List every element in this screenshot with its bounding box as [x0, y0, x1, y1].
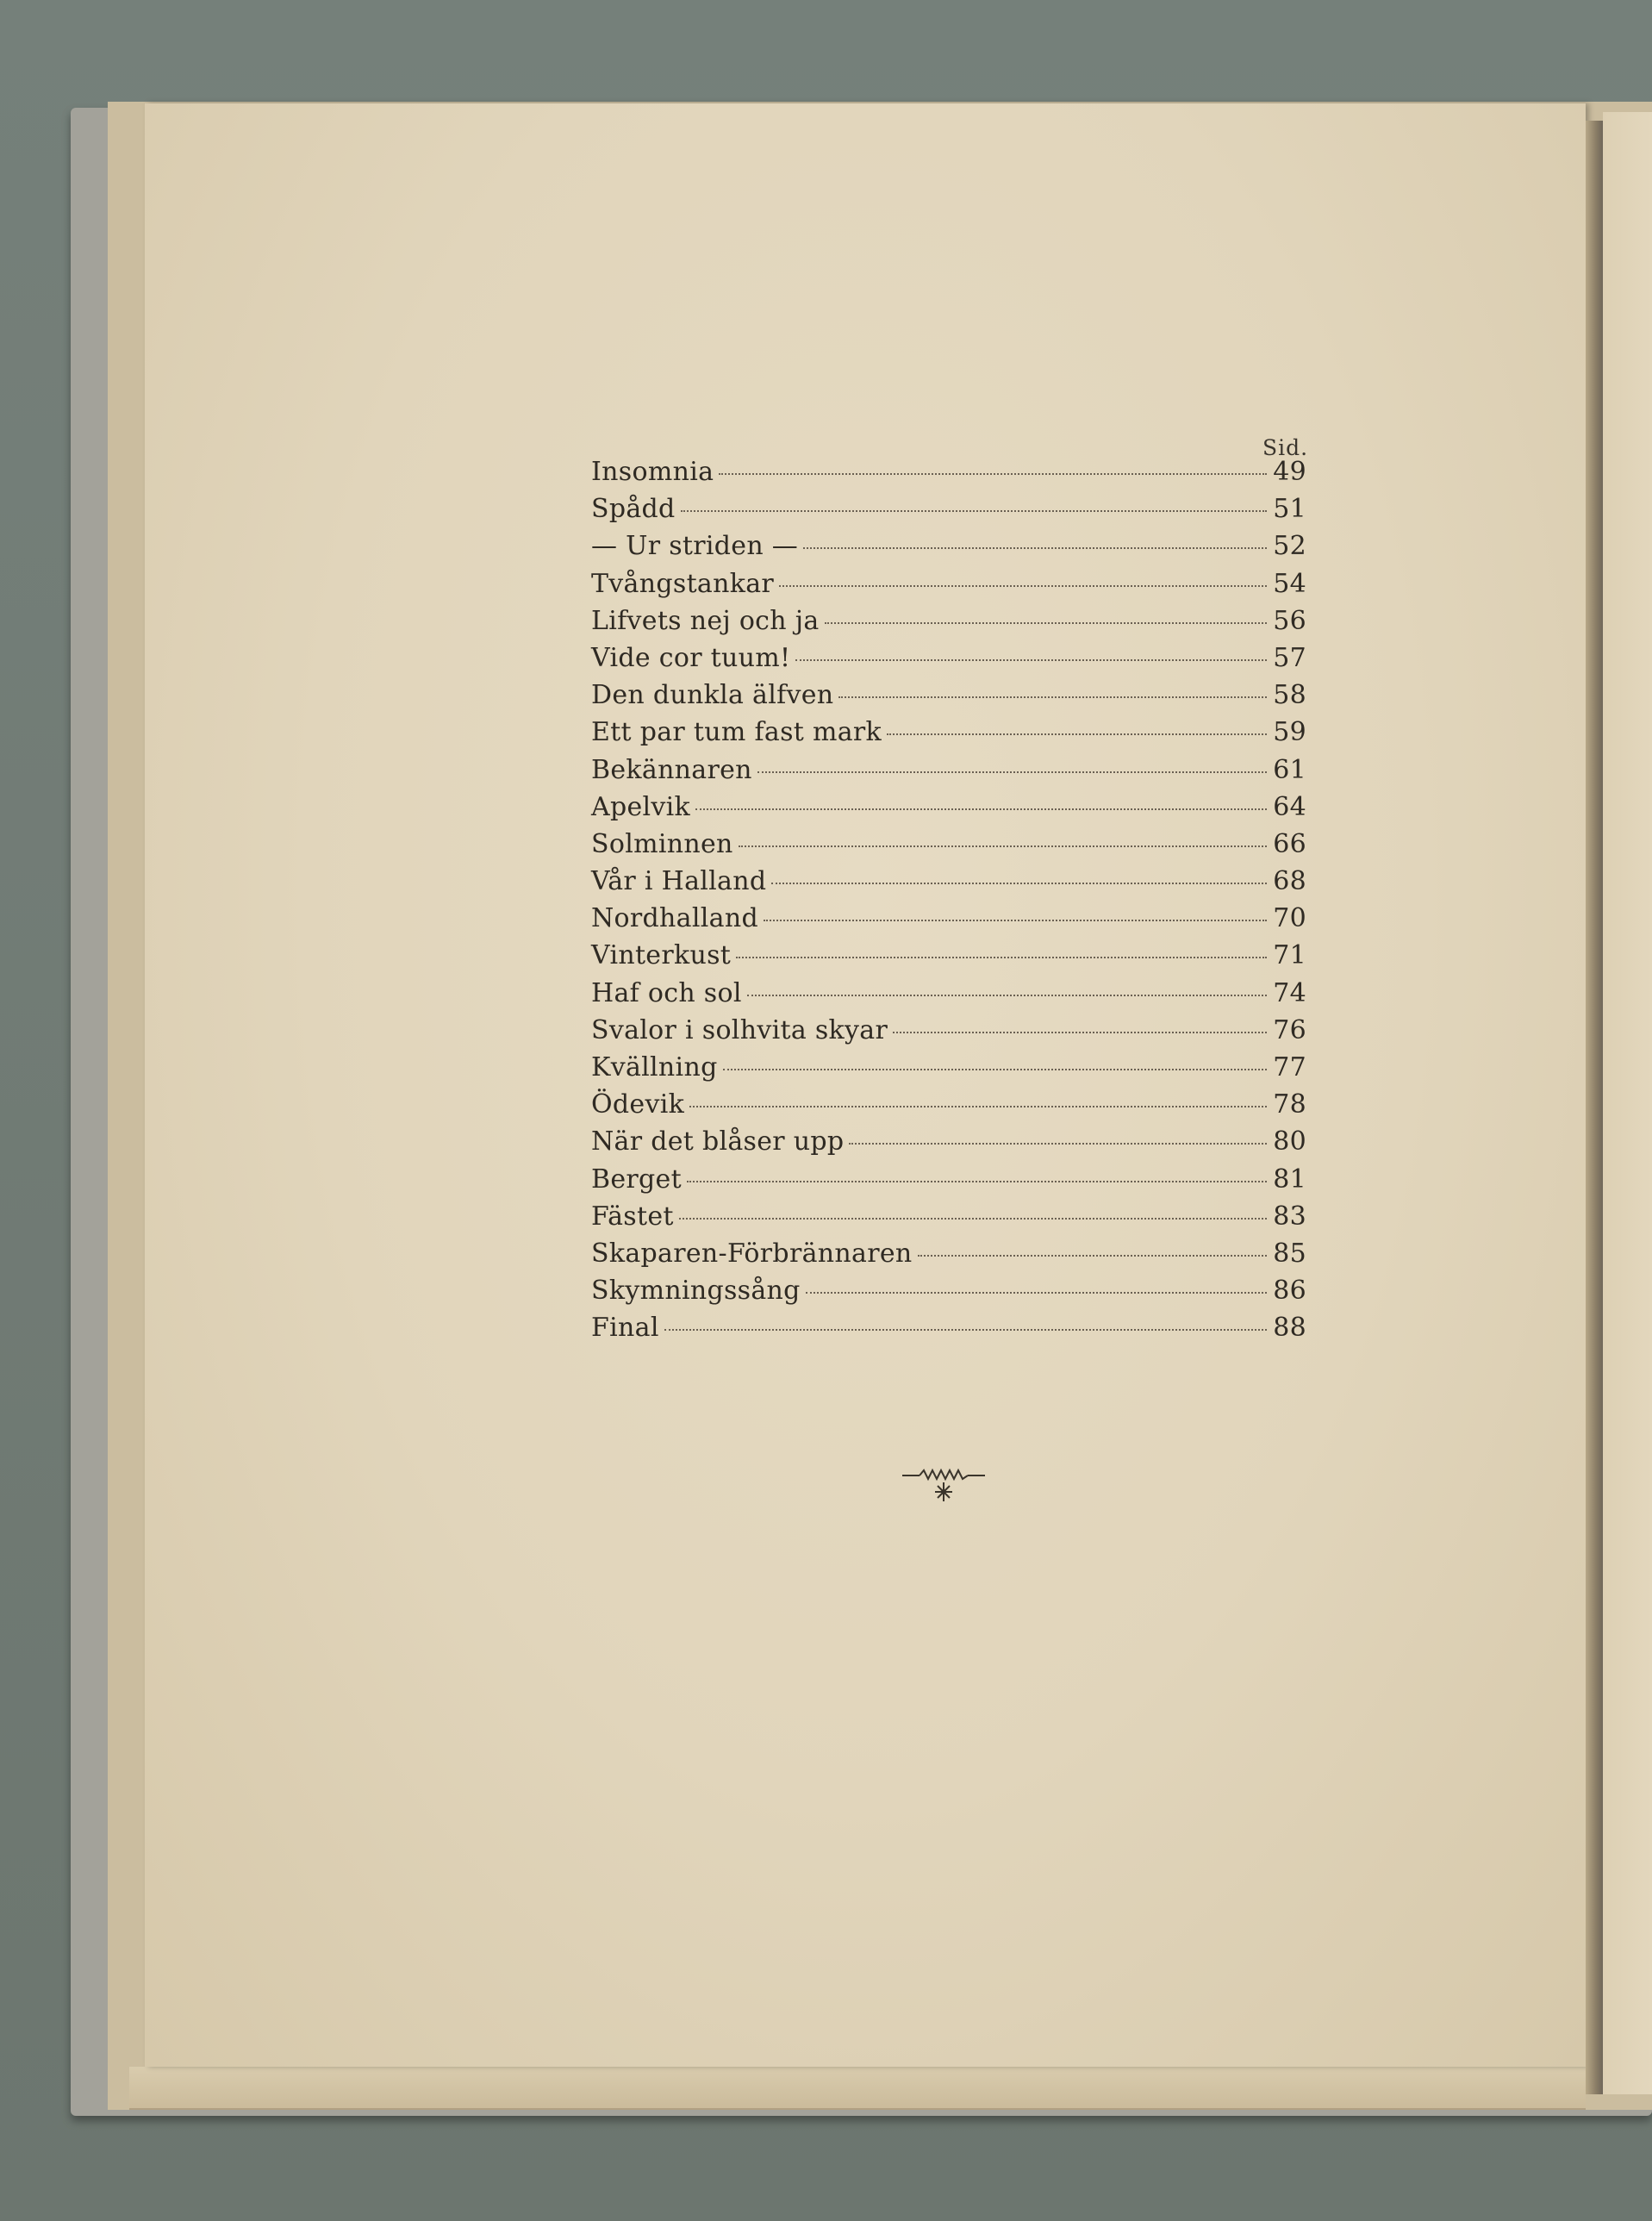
toc-entry — [591, 680, 1306, 717]
dot-leader — [747, 995, 1267, 996]
toc-entry-page-number: 64 — [1273, 791, 1306, 822]
toc-entry-page-number: 49 — [1273, 457, 1306, 487]
dot-leader — [795, 659, 1267, 661]
toc-entry — [591, 1089, 1306, 1126]
dot-leader — [918, 1255, 1267, 1257]
toc-entry-page-number: 57 — [1273, 642, 1306, 673]
toc-entry-page-number: 52 — [1273, 531, 1306, 562]
toc-entry — [591, 569, 1306, 606]
toc-entry-title: Skymningssång — [591, 1276, 801, 1307]
page-column-label: Sid. — [1262, 435, 1309, 460]
toc-entry — [591, 1052, 1306, 1089]
toc-entry-title: Haf och sol — [591, 977, 742, 1008]
dot-leader — [679, 1218, 1267, 1220]
toc-entry-page-number: 54 — [1273, 568, 1306, 599]
toc-entry-title: Bekännaren — [591, 754, 752, 785]
toc-entry-title: Den dunkla älfven — [591, 680, 834, 711]
toc-entry-title: Insomnia — [591, 457, 714, 487]
book-gutter — [1586, 121, 1603, 2094]
toc-entry-page-number: 78 — [1273, 1089, 1306, 1120]
dot-leader — [806, 1292, 1267, 1294]
toc-entry-page-number: 85 — [1273, 1238, 1306, 1269]
toc-entry — [591, 866, 1306, 903]
toc-entry — [591, 792, 1306, 829]
toc-entry-page-number: 83 — [1273, 1201, 1306, 1232]
toc-entry-page-number: 70 — [1273, 903, 1306, 934]
toc-entry-page-number: 59 — [1273, 717, 1306, 748]
toc-entry — [591, 494, 1306, 531]
toc-entry-title: Apelvik — [591, 791, 691, 822]
toc-entry-page-number: 74 — [1273, 977, 1306, 1008]
toc-entry-page-number: 71 — [1273, 940, 1306, 971]
toc-entry-title: Final — [591, 1313, 659, 1344]
toc-entry-page-number: 76 — [1273, 1014, 1306, 1045]
toc-entry — [591, 457, 1306, 494]
dot-leader — [723, 1069, 1267, 1070]
dot-leader — [695, 808, 1267, 810]
toc-entry-page-number: 51 — [1273, 494, 1306, 525]
toc-entry-page-number: 66 — [1273, 828, 1306, 859]
toc-entry — [591, 1313, 1306, 1350]
toc-entry — [591, 717, 1306, 754]
dot-leader — [893, 1032, 1267, 1033]
toc-entry-title: Spådd — [591, 494, 676, 525]
toc-entry — [591, 643, 1306, 680]
facing-page-edge — [1603, 112, 1652, 2094]
toc-entry-page-number: 77 — [1273, 1052, 1306, 1082]
toc-entry-page-number: 56 — [1273, 605, 1306, 636]
toc-entry-title: Solminnen — [591, 828, 733, 859]
toc-entry-page-number: 81 — [1273, 1164, 1306, 1195]
toc-entry-title: Skaparen-Förbrännaren — [591, 1238, 913, 1269]
toc-entry-title: Fästet — [591, 1201, 674, 1232]
toc-entry-page-number: 68 — [1273, 866, 1306, 897]
toc-entry-title: Vår i Halland — [591, 866, 767, 897]
toc-entry-title: Kvällning — [591, 1052, 718, 1082]
table-of-contents — [591, 457, 1306, 1351]
dot-leader — [681, 510, 1267, 512]
toc-entry — [591, 903, 1306, 940]
toc-entry-page-number: 58 — [1273, 680, 1306, 711]
dot-leader — [887, 733, 1267, 735]
toc-entry-title: — Ur striden — — [591, 531, 799, 562]
toc-entry-title: Tvångstankar — [591, 568, 775, 599]
toc-entry — [591, 1164, 1306, 1201]
toc-entry-title: Svalor i solhvita skyar — [591, 1014, 888, 1045]
toc-entry — [591, 940, 1306, 977]
vignette-ornament-icon — [901, 1465, 987, 1508]
dot-leader — [757, 771, 1267, 773]
dot-leader — [779, 585, 1267, 587]
toc-entry — [591, 755, 1306, 792]
dot-leader — [736, 957, 1267, 958]
toc-entry — [591, 606, 1306, 643]
dot-leader — [687, 1181, 1267, 1182]
toc-entry-title: Nordhalland — [591, 903, 758, 934]
dot-leader — [664, 1329, 1267, 1331]
toc-entry-title: Lifvets nej och ja — [591, 605, 820, 636]
dot-leader — [838, 696, 1267, 698]
dot-leader — [689, 1106, 1267, 1107]
toc-entry-title: När det blåser upp — [591, 1126, 845, 1157]
dot-leader — [803, 547, 1267, 549]
toc-entry-page-number: 86 — [1273, 1276, 1306, 1307]
toc-entry — [591, 978, 1306, 1015]
toc-entry-title: Ett par tum fast mark — [591, 717, 882, 748]
dot-leader — [764, 920, 1267, 921]
toc-entry-title: Ödevik — [591, 1089, 685, 1120]
toc-entry — [591, 1126, 1306, 1164]
toc-entry — [591, 1015, 1306, 1052]
dot-leader — [719, 473, 1267, 475]
toc-entry-page-number: 80 — [1273, 1126, 1306, 1157]
page-bottom-edge — [129, 2067, 1586, 2110]
toc-entry-page-number: 88 — [1273, 1313, 1306, 1344]
toc-entry — [591, 531, 1306, 568]
toc-entry-title: Berget — [591, 1164, 682, 1195]
toc-entry-page-number: 61 — [1273, 754, 1306, 785]
toc-entry — [591, 1238, 1306, 1276]
toc-entry — [591, 1276, 1306, 1313]
dot-leader — [825, 622, 1267, 624]
dot-leader — [849, 1143, 1267, 1145]
toc-entry — [591, 829, 1306, 866]
toc-entry-title: Vinterkust — [591, 940, 732, 971]
toc-entry-title: Vide cor tuum! — [591, 642, 791, 673]
dot-leader — [771, 883, 1267, 884]
toc-entry — [591, 1201, 1306, 1238]
dot-leader — [739, 845, 1267, 847]
